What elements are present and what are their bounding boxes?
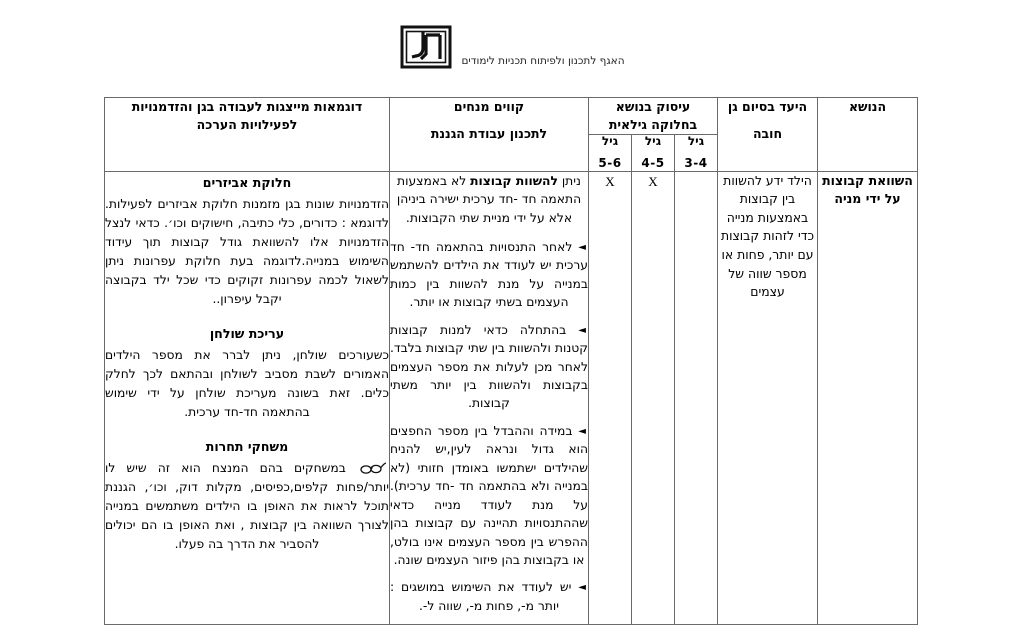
column-header-goal-line2: חובה <box>752 126 783 142</box>
curriculum-table-wrapper <box>105 97 918 625</box>
example-section-body: כשעורכים שולחן, ניתן לברר את מספר הילדים האמורים לשבת מסביב לשולחן ובהתאם לכך לחלק כלים. זאת בשונה מעריכת שולחן על ידי שימוש בהתאמה חד-חד ערכית. <box>104 347 389 419</box>
column-header-age-group-line1: עיסוק בנושא <box>615 99 691 114</box>
example-section-title: משחקי תחרות <box>205 438 289 454</box>
table-header-row-main <box>104 98 917 135</box>
column-header-age-5-6 <box>588 135 631 171</box>
column-header-guidance-line2: לתכנון עבודת הגננת <box>430 126 548 142</box>
triangle-bullet-icon: ◄ <box>578 425 586 437</box>
triangle-bullet-icon: ◄ <box>578 241 586 253</box>
triangle-bullet-icon: ◄ <box>578 324 586 336</box>
logo-caption: האגף לתכנון ולפיתוח תכניות לימודים <box>461 55 625 67</box>
cell-subject: השוואת קבוצות על ידי מניה <box>818 171 918 625</box>
curriculum-table <box>104 97 918 625</box>
column-header-examples <box>104 98 389 172</box>
column-header-goal <box>718 98 818 172</box>
column-header-age-3-4 <box>675 135 718 171</box>
column-header-guidance <box>389 98 588 172</box>
cell-age-4-5: X <box>632 171 675 625</box>
organization-logo <box>0 12 1024 70</box>
column-header-subject: הנושא <box>818 98 918 172</box>
glasses-icon <box>360 462 386 474</box>
column-header-examples-line1: דוגמאות מייצגות לעבודה בגן והזדמנויות <box>131 99 363 114</box>
age-word-3-4: גיל <box>687 134 705 149</box>
guidance-lead-paragraph: ניתן להשוות קבוצות לא באמצעות התאמה חד -חד ערכית ישירה ביניהן אלא על ידי מניית שתי הקבוצות. <box>396 173 582 225</box>
cell-age-3-4 <box>675 171 718 625</box>
example-section-title: חלוקת אביזרים <box>202 174 292 190</box>
cell-guidance <box>389 171 588 625</box>
cell-examples <box>104 171 389 625</box>
example-section-body: במשחקים בהם המנצח הוא זה שיש לו יותר/פחות קלפים,כפיסים, מקלות דוק, וכו׳, הגננת תוכל לראות את האופן בו הילדים משתמשים במנייה לצורך השוואה בין קבוצות , ואת האופן בו הם יכולים להסביר את הדרך בה פעלו. <box>104 460 389 551</box>
example-section-body: הזדמנויות שונות בגן מזמנות חלוקת אביזרים לפעילות. לדוגמא : כדורים, כלי כתיבה, חישוקים וכו׳. כדאי לנצל הזדמנויות אלו להשוואת גודל קבוצות תוך עידוד השימוש במנייה.לדוגמה בעת חלוקת עפרונות ניתן לשאול לכמה עפרונות זקוקים כדי שכל ילד בקבוצה יקבל עיפרון.. <box>104 196 389 306</box>
column-header-age-4-5 <box>632 135 675 171</box>
age-word-4-5: גיל <box>644 134 662 149</box>
column-header-examples-line2: לפעילויות הערכה <box>196 117 298 133</box>
age-range-4-5: 4-5 <box>641 156 665 171</box>
age-range-3-4: 3-4 <box>684 156 708 171</box>
cell-goal: הילד ידע להשוות בין קבוצות באמצעות מנייה כדי לזהות קבוצות עם יותר, פחות או מספר שווה של עצמים <box>718 171 818 625</box>
guidance-paragraph-list <box>390 172 588 616</box>
column-header-goal-line1: היעד בסיום גן <box>727 99 808 114</box>
age-range-5-6: 5-6 <box>598 156 622 171</box>
example-section-title: עריכת שולחן <box>209 325 285 341</box>
cell-age-5-6: X <box>588 171 631 625</box>
tal-logo-mark <box>399 24 453 70</box>
column-header-age-group-line2: בחלוקה גילאית <box>608 117 698 133</box>
guidance-bullet-paragraph: ◄ בהתחלה כדאי למנות קבוצות קטנות ולהשוות בין שתי קבוצות בלבד. לאחר מכן לעלות את מספר העצמים בקבוצות ולהשוות בין יותר משתי קבוצות. <box>389 322 588 411</box>
column-header-guidance-line1: קווים מנחים <box>453 99 525 114</box>
column-header-age-group <box>588 98 717 135</box>
examples-section-list <box>105 174 389 554</box>
guidance-bullet-paragraph: ◄ במידה וההבדל בין מספר החפצים הוא גדול ונראה לעין,יש להניח שהילדים ישתמשו באומדן חזותי (לא במנייה ולא בהתאמה חד -חד ערכית). על מנת לעודד מנייה כדאי שההתנסויות תהיינה עם קבוצות בהן ההפרש בין מספר העצמים אינו בולט, או בקבוצות בהן פיזור העצמים שונה. <box>389 423 588 567</box>
triangle-bullet-icon: ◄ <box>578 582 586 594</box>
guidance-emphasis: להשוות קבוצות <box>470 173 558 188</box>
age-word-5-6: גיל <box>601 134 619 149</box>
guidance-bullet-paragraph: ◄ לאחר התנסויות בהתאמה חד- חד ערכית יש לעודד את הילדים להשתמש במנייה על מנת להשוות בין כמות העצמים בשתי קבוצות או יותר. <box>389 239 588 310</box>
table-row <box>104 171 917 625</box>
guidance-bullet-paragraph: ◄ יש לעודד את השימוש במושגים : יותר מ-, פחות מ-, שווה ל-. <box>389 580 586 613</box>
